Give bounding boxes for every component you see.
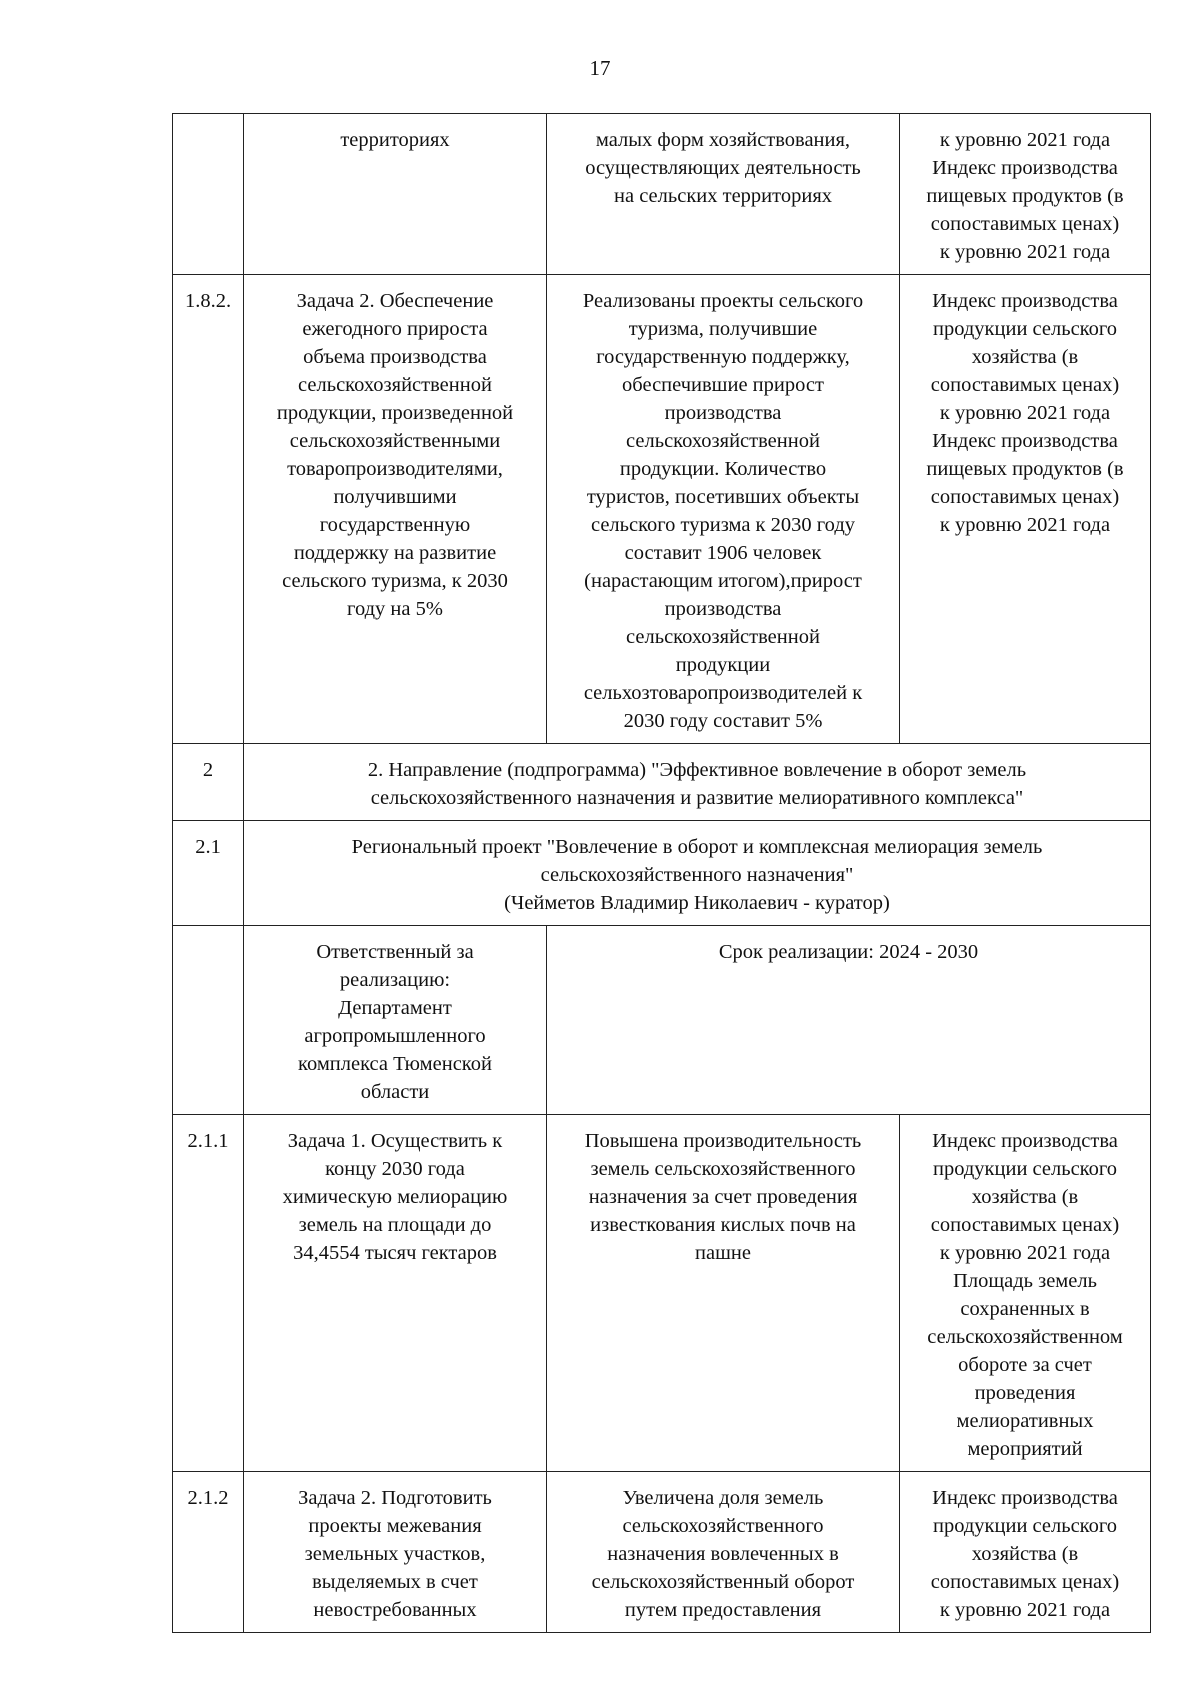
text-line: производства <box>664 598 782 620</box>
text-line: пашне <box>695 1242 751 1264</box>
text-line: получившими <box>333 486 457 508</box>
text-line: продукции сельского <box>933 318 1117 340</box>
table-body <box>173 114 1151 1633</box>
text-line: Индекс производства <box>932 1487 1118 1509</box>
text-line: ежегодного прироста <box>302 318 488 340</box>
row-number-cell: 1.8.2. <box>173 275 244 744</box>
text-line: области <box>360 1081 430 1103</box>
text-line: сельскохозяйственном <box>927 1326 1123 1348</box>
text-line: концу 2030 года <box>325 1158 465 1180</box>
text-line: сельскохозяйственный оборот <box>591 1571 855 1593</box>
text-line: Ответственный за <box>316 941 474 963</box>
indicator-cell <box>900 1472 1151 1633</box>
text-line: сельскохозяйственного назначения" <box>540 864 854 886</box>
text-line: хозяйства (в <box>971 1543 1079 1565</box>
table-row <box>173 114 1151 275</box>
text-line: пищевых продуктов (в <box>926 458 1124 480</box>
text-line: составит 1906 человек <box>624 542 822 564</box>
text-line: Увеличена доля земель <box>622 1487 824 1509</box>
text-line: Реализованы проекты сельского <box>582 290 864 312</box>
row-number-cell: 2.1.1 <box>173 1115 244 1472</box>
text-line: продукции. Количество <box>619 458 827 480</box>
section-heading-cell <box>244 744 1151 821</box>
text-line: Площадь земель <box>953 1270 1097 1292</box>
table-row <box>173 275 1151 744</box>
text-line: сельскохозяйственной <box>626 430 820 452</box>
indicator-cell <box>900 275 1151 744</box>
program-table <box>172 113 1151 1633</box>
text-line: хозяйства (в <box>971 346 1079 368</box>
text-line: обеспечившие прирост <box>622 374 824 396</box>
text-line: Индекс производства <box>932 157 1118 179</box>
text-line: Индекс производства <box>932 290 1118 312</box>
text-line: туризма, получившие <box>628 318 818 340</box>
text-line: сельскохозяйственного назначения и развитие мелиоративного комплекса" <box>370 787 1024 809</box>
text-line: Задача 1. Осуществить к <box>287 1130 503 1152</box>
text-line: реализацию: <box>339 969 451 991</box>
text-line: химическую мелиорацию <box>282 1186 508 1208</box>
result-cell <box>547 114 900 275</box>
text-line: 34,4554 тысяч гектаров <box>293 1242 497 1264</box>
period-cell <box>547 926 1151 1115</box>
table-row <box>173 1115 1151 1472</box>
text-line: туристов, посетивших объекты <box>586 486 860 508</box>
text-line: агропромышленного <box>304 1025 486 1047</box>
text-line: к уровню 2021 года <box>939 1242 1111 1264</box>
text-line: Индекс производства <box>932 1130 1118 1152</box>
text-line: хозяйства (в <box>971 1186 1079 1208</box>
text-line: продукции сельского <box>933 1515 1117 1537</box>
text-line: осуществляющих деятельность <box>585 157 861 179</box>
task-cell <box>244 275 547 744</box>
page-number: 17 <box>589 56 611 80</box>
task-cell <box>244 114 547 275</box>
text-line: поддержку на развитие <box>293 542 497 564</box>
text-line: назначения вовлеченных в <box>607 1543 839 1565</box>
text-line: сопоставимых ценах) <box>930 1571 1120 1593</box>
text-line: 2. Направление (подпрограмма) "Эффективное вовлечение в оборот земель <box>367 759 1027 781</box>
text-line: мероприятий <box>967 1438 1083 1460</box>
text-line: сельскохозяйственной <box>298 374 492 396</box>
text-line: к уровню 2021 года <box>939 1599 1111 1621</box>
indicator-cell <box>900 114 1151 275</box>
table-row <box>173 926 1151 1115</box>
text-line: продукции <box>675 654 771 676</box>
row-number-cell <box>173 926 244 1115</box>
text-line: невостребованных <box>313 1599 477 1621</box>
task-cell <box>244 1115 547 1472</box>
text-line: сельского туризма к 2030 году <box>590 514 856 536</box>
result-cell <box>547 1115 900 1472</box>
text-line: назначения за счет проведения <box>588 1186 858 1208</box>
text-line: комплекса Тюменской <box>298 1053 492 1075</box>
text-line: товаропроизводителями, <box>287 458 503 480</box>
row-number-cell <box>173 114 244 275</box>
text-line: известкования кислых почв на <box>590 1214 856 1236</box>
text-line: на сельских территориях <box>614 185 832 207</box>
section-heading-cell <box>244 821 1151 926</box>
task-cell <box>244 926 547 1115</box>
text-line: сельхозтоваропроизводителей к <box>583 682 863 704</box>
text-line: сельскохозяйственного <box>622 1515 824 1537</box>
text-line: сельскохозяйственными <box>289 430 501 452</box>
text-line: Региональный проект "Вовлечение в оборот и комплексная мелиорация земель <box>351 836 1043 858</box>
text-line: Задача 2. Обеспечение <box>296 290 494 312</box>
text-line: сельского туризма, к 2030 <box>282 570 508 592</box>
text-line: сельскохозяйственной <box>626 626 820 648</box>
text-line: (Чейметов Владимир Николаевич - куратор) <box>504 892 890 914</box>
text-line: территориях <box>340 129 450 151</box>
text-line: земельных участков, <box>304 1543 486 1565</box>
text-line: проведения <box>974 1382 1076 1404</box>
text-line: сопоставимых ценах) <box>930 486 1120 508</box>
text-line: 2030 году составит 5% <box>623 710 823 732</box>
text-line: обороте за счет <box>958 1354 1092 1376</box>
text-line: земель на площади до <box>298 1214 492 1236</box>
table-row <box>173 1472 1151 1633</box>
table-row <box>173 821 1151 926</box>
text-line: к уровню 2021 года <box>939 402 1111 424</box>
text-line: году на 5% <box>347 598 443 620</box>
text-line: (нарастающим итогом),прирост <box>584 570 862 592</box>
row-number-cell: 2 <box>173 744 244 821</box>
text-line: путем предоставления <box>624 1599 822 1621</box>
text-line: государственную <box>319 514 471 536</box>
text-line: Повышена производительность <box>584 1130 862 1152</box>
text-line: Срок реализации: 2024 - 2030 <box>718 941 979 963</box>
row-number-cell: 2.1 <box>173 821 244 926</box>
result-cell <box>547 275 900 744</box>
text-line: Индекс производства <box>932 430 1118 452</box>
text-line: сопоставимых ценах) <box>930 1214 1120 1236</box>
text-line: к уровню 2021 года <box>939 514 1111 536</box>
text-line: продукции сельского <box>933 1158 1117 1180</box>
text-line: объема производства <box>303 346 487 368</box>
task-cell <box>244 1472 547 1633</box>
text-line: сохраненных в <box>960 1298 1090 1320</box>
text-line: выделяемых в счет <box>312 1571 478 1593</box>
text-line: к уровню 2021 года <box>939 241 1111 263</box>
text-line: Задача 2. Подготовить <box>298 1487 492 1509</box>
text-line: пищевых продуктов (в <box>926 185 1124 207</box>
text-line: к уровню 2021 года <box>939 129 1111 151</box>
text-line: государственную поддержку, <box>596 346 850 368</box>
text-line: производства <box>664 402 782 424</box>
row-number-cell: 2.1.2 <box>173 1472 244 1633</box>
text-line: сопоставимых ценах) <box>930 374 1120 396</box>
text-line: продукции, произведенной <box>276 402 514 424</box>
text-line: Департамент <box>338 997 452 1019</box>
text-line: сопоставимых ценах) <box>930 213 1120 235</box>
text-line: земель сельскохозяйственного <box>590 1158 856 1180</box>
result-cell <box>547 1472 900 1633</box>
indicator-cell <box>900 1115 1151 1472</box>
table-row <box>173 744 1151 821</box>
text-line: проекты межевания <box>308 1515 482 1537</box>
text-line: мелиоративных <box>956 1410 1094 1432</box>
text-line: малых форм хозяйствования, <box>595 129 851 151</box>
